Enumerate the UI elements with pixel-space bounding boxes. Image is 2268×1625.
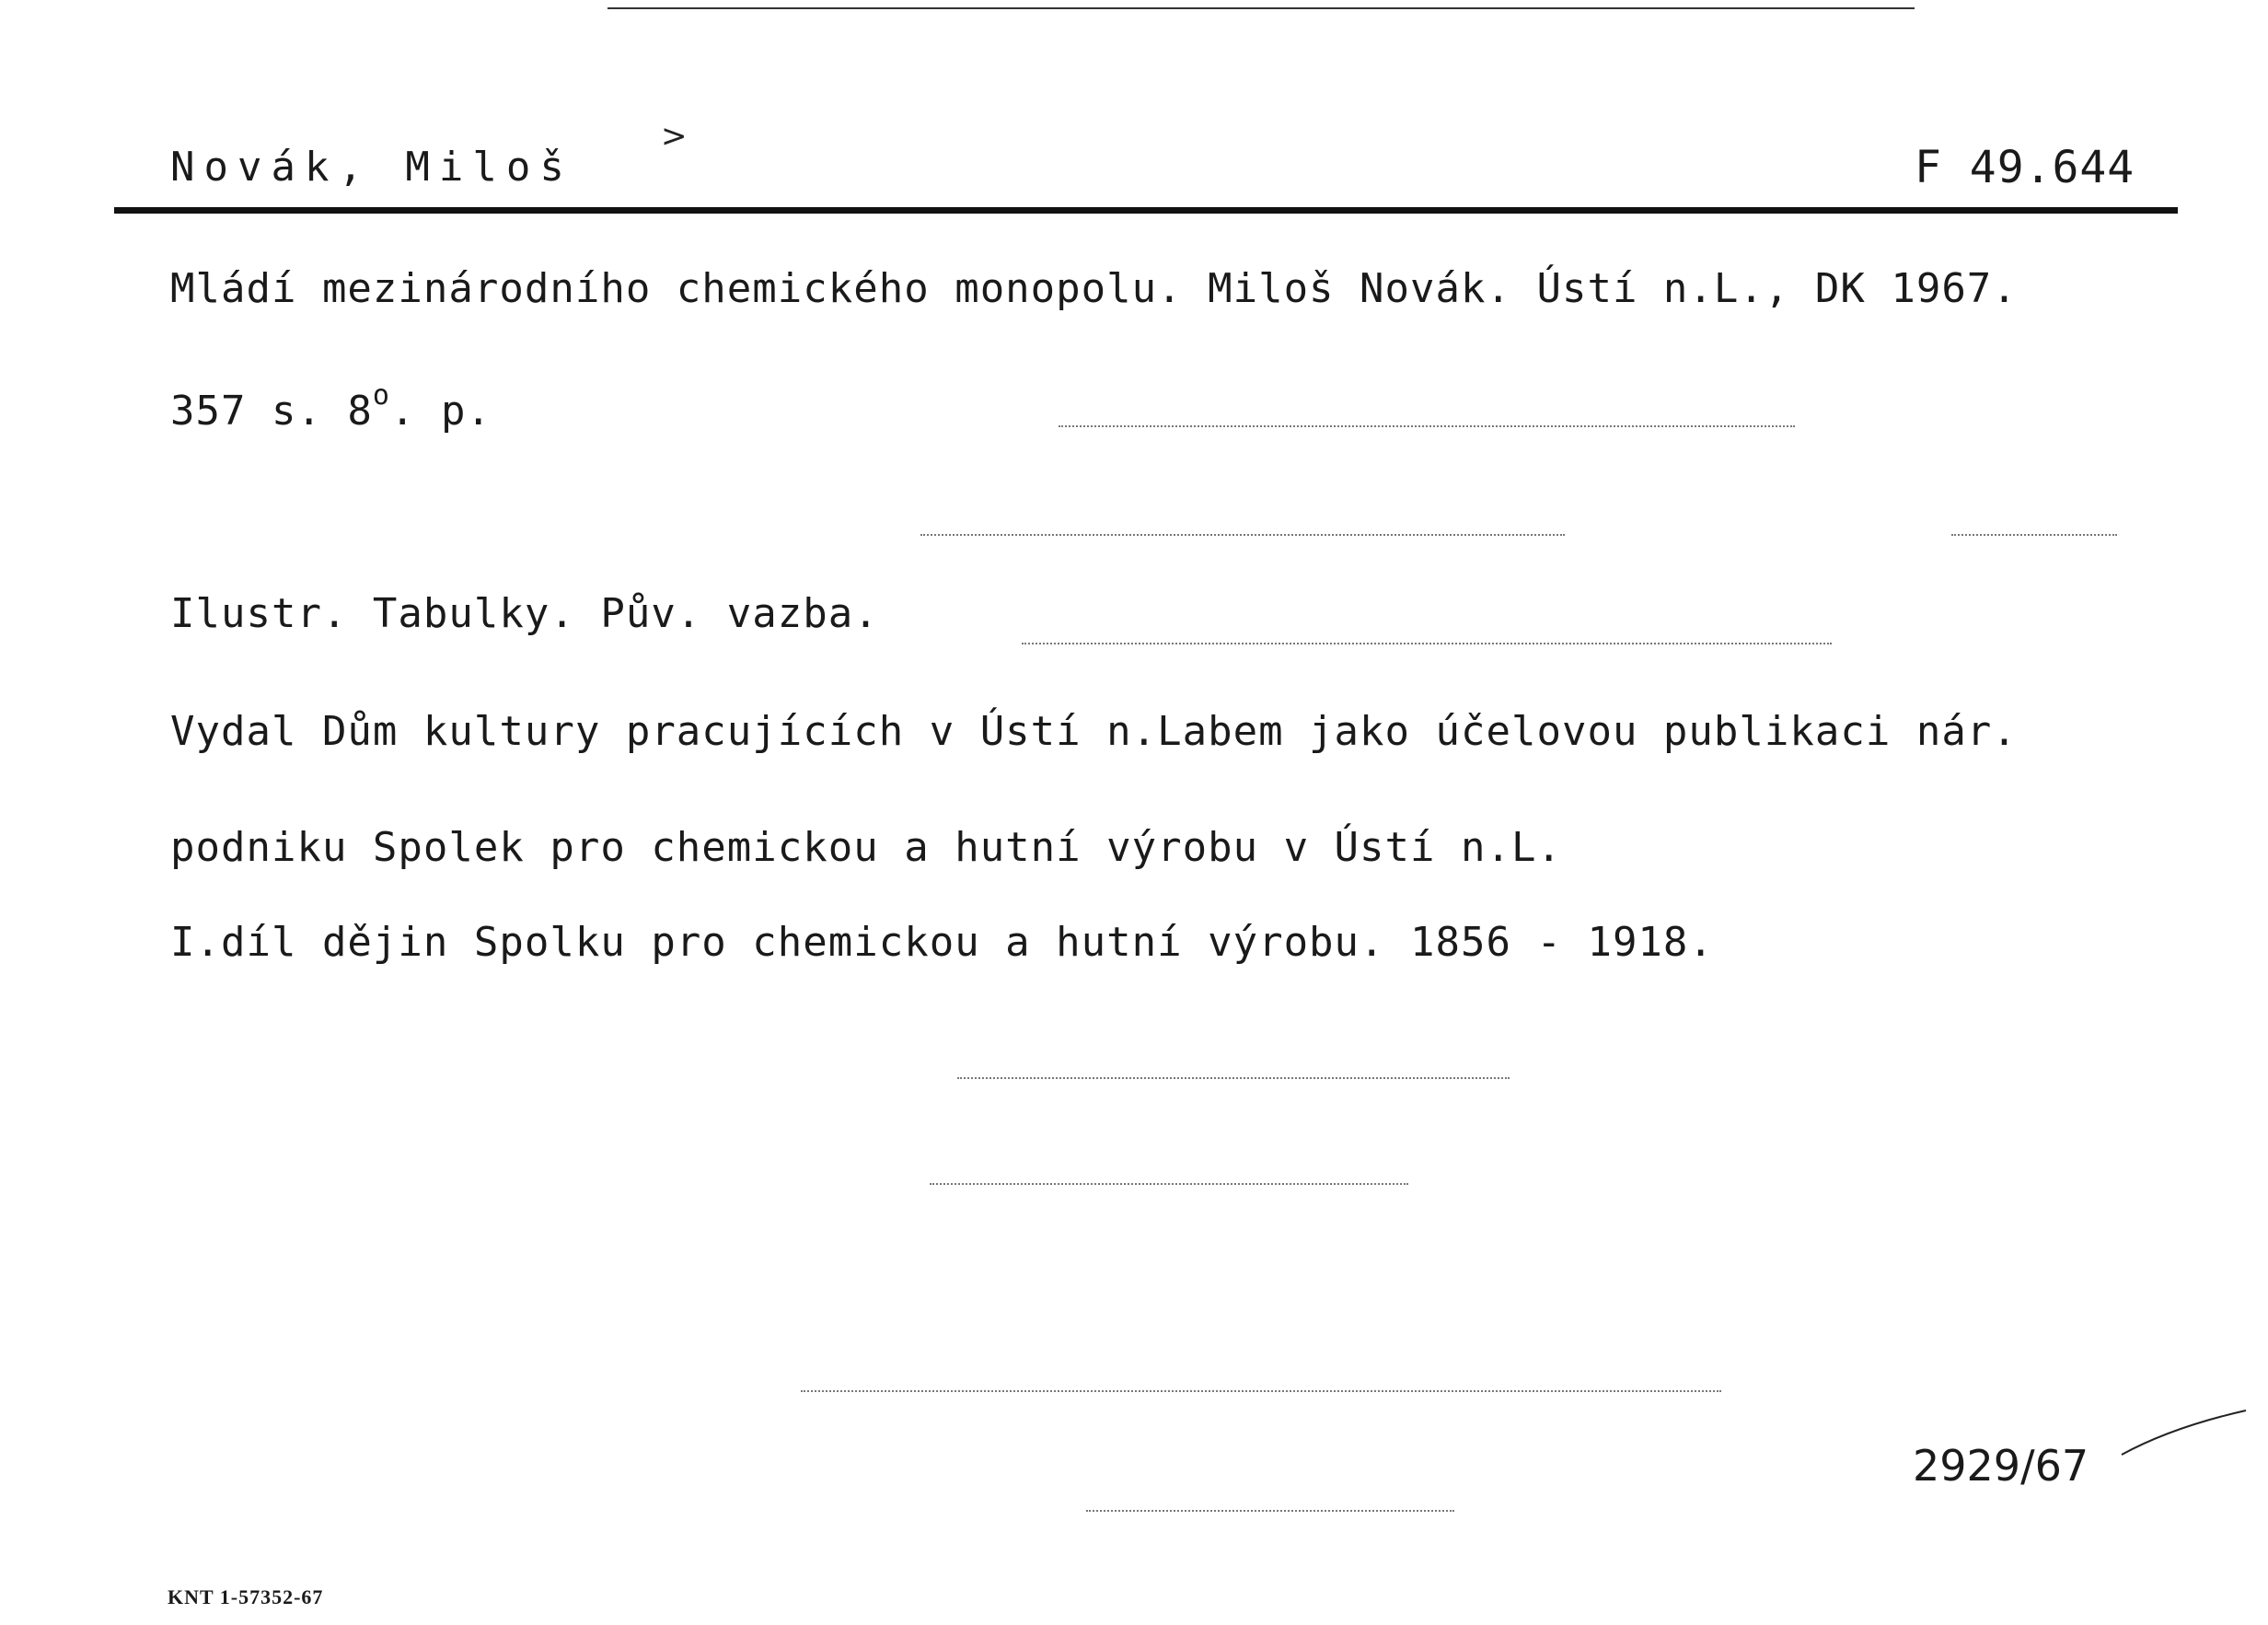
notes-line: Ilustr. Tabulky. Pův. vazba. xyxy=(170,590,879,637)
heading-rule xyxy=(114,207,2178,214)
publisher-note-line-2: podniku Spolek pro chemickou a hutní výrobu v Ústí n.L. xyxy=(170,824,1562,871)
printer-imprint: KNT 1-57352-67 xyxy=(168,1585,324,1608)
filler-dots xyxy=(920,534,1565,536)
collation-line xyxy=(170,379,492,435)
filler-dots xyxy=(957,1077,1510,1079)
series-note: I.díl dějin Spolku pro chemickou a hutní výrobu. 1856 - 1918. xyxy=(170,919,1714,966)
top-edge-line xyxy=(608,7,1915,9)
collation-format-degree: o xyxy=(372,379,390,412)
publisher-note-line-1: Vydal Dům kultury pracujících v Ústí n.Labem jako účelovou publikaci nár. xyxy=(170,708,2018,755)
accession-number: 2929/67 xyxy=(1913,1441,2089,1491)
filler-dots xyxy=(1086,1510,1454,1512)
title-statement: Mládí mezinárodního chemického monopolu. Miloš Novák. Ústí n.L., DK 1967. xyxy=(170,265,2018,312)
filler-dots xyxy=(801,1390,1721,1392)
filler-dots xyxy=(930,1183,1408,1185)
author-heading: Novák, Miloš xyxy=(170,144,573,191)
filler-dots xyxy=(1951,534,2117,536)
pen-stroke xyxy=(2117,1399,2255,1464)
collation-suffix: . p. xyxy=(389,388,492,435)
filler-dots xyxy=(1022,643,1832,644)
proof-mark-caret: > xyxy=(661,118,688,155)
collation-pages: 357 s. 8 xyxy=(170,388,373,435)
shelfmark: F 49.644 xyxy=(1915,142,2135,193)
filler-dots xyxy=(1059,425,1795,427)
